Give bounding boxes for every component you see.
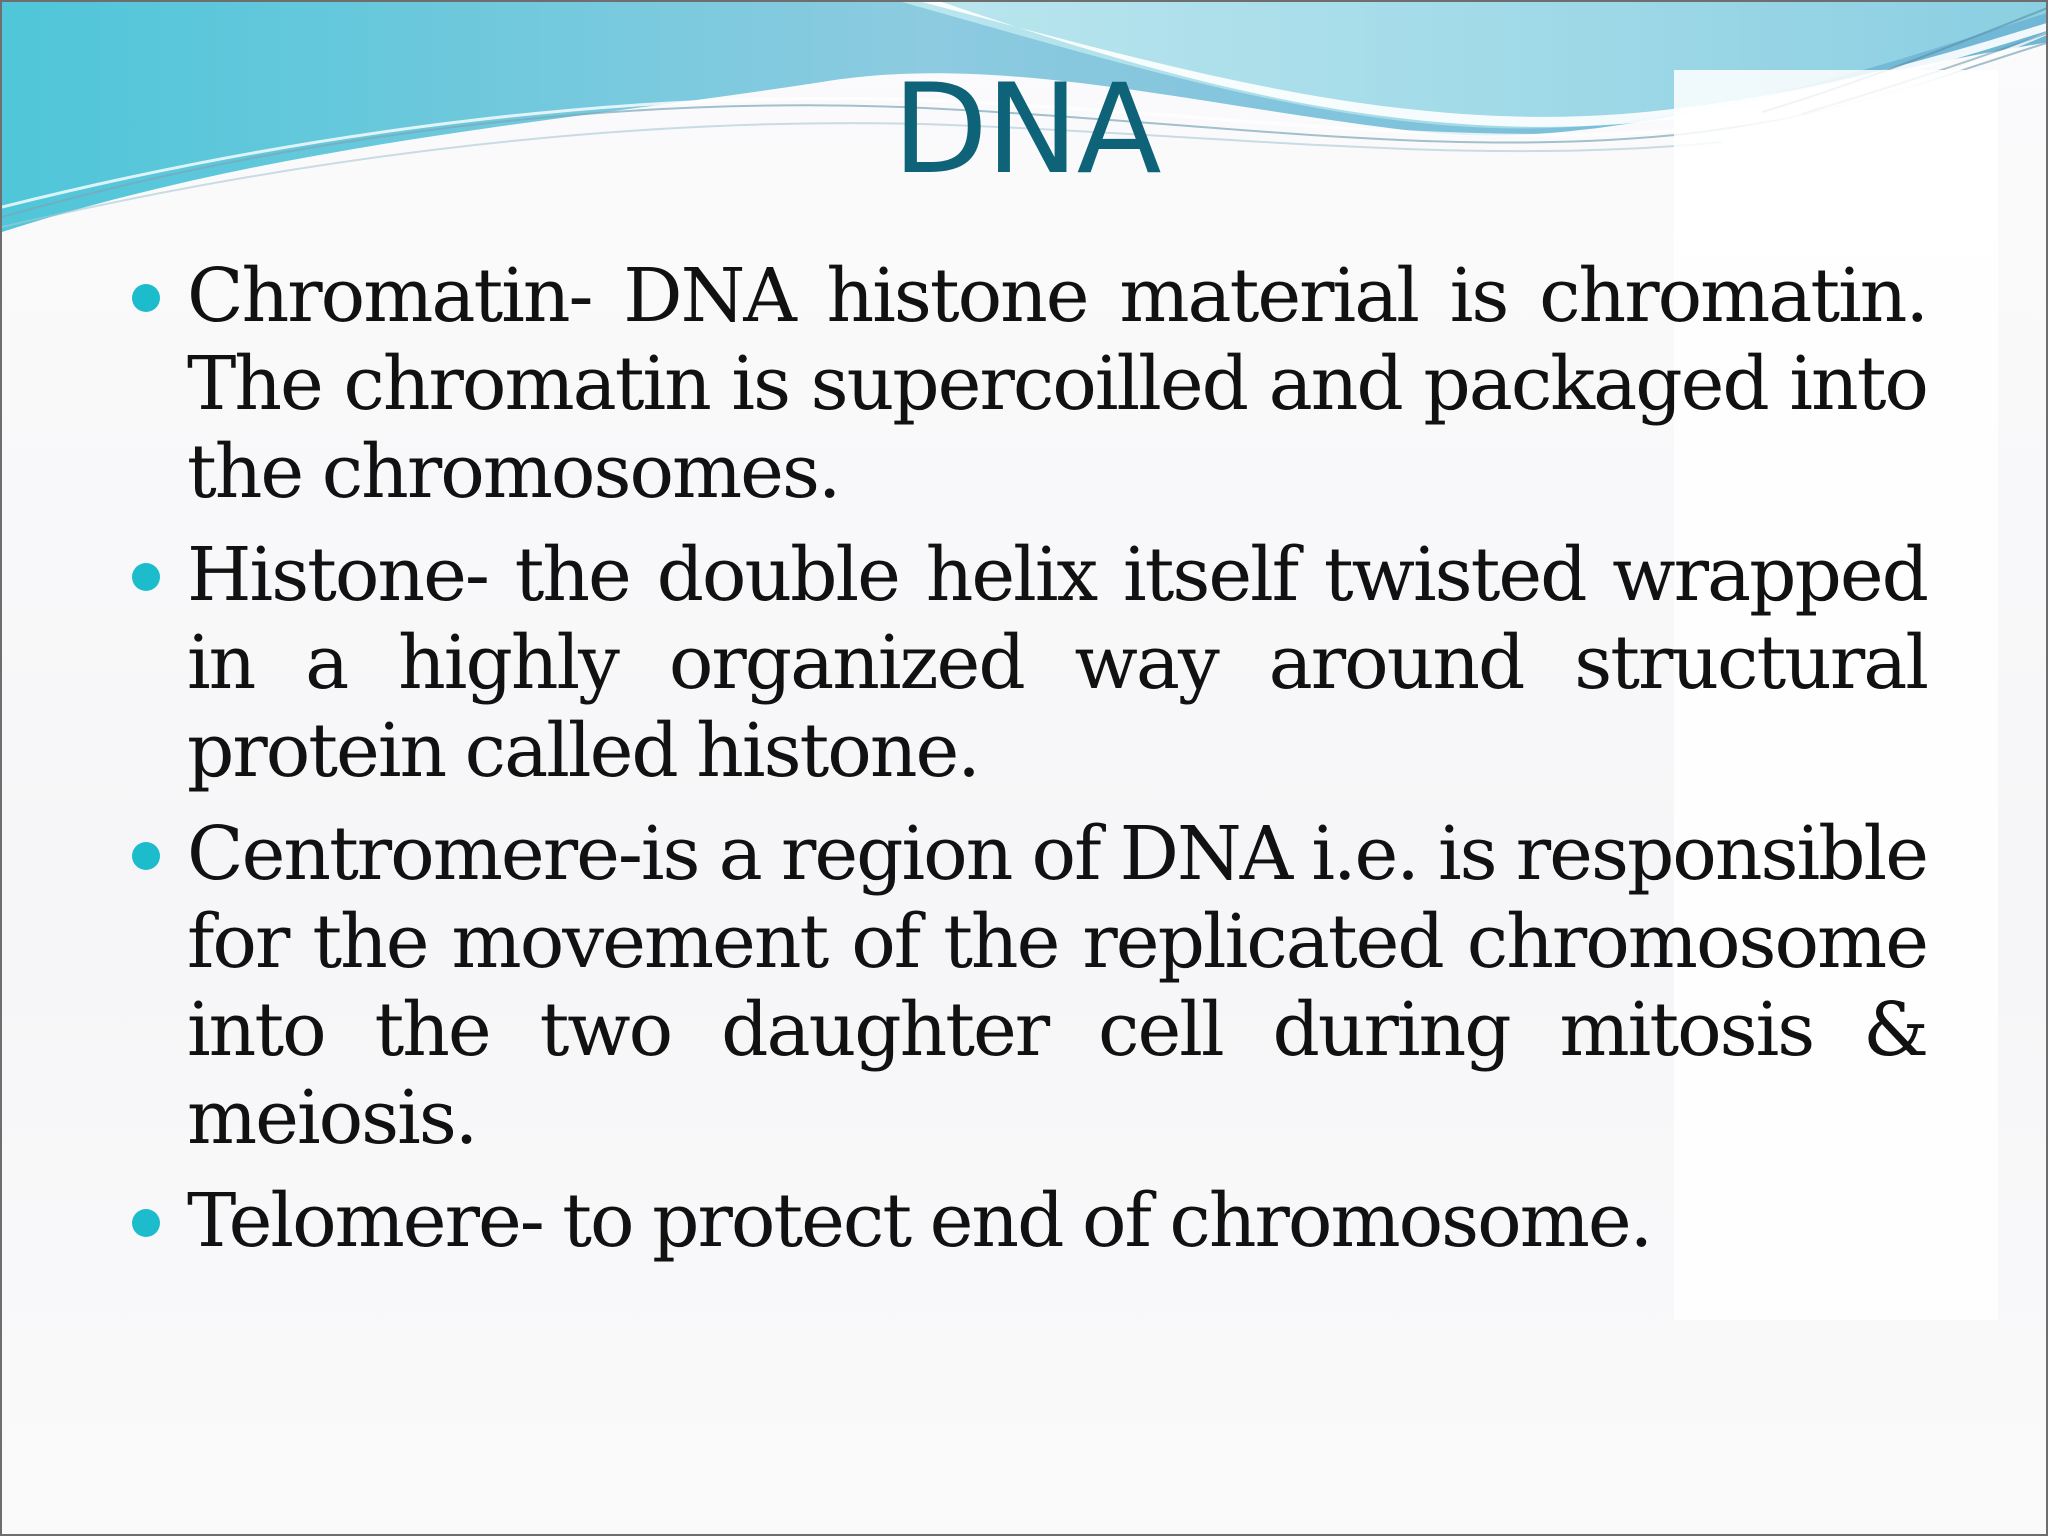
bullet-item xyxy=(132,810,1927,1162)
bullet-text: Telomere- to protect end of chromosome. xyxy=(187,1178,1652,1264)
bullet-item xyxy=(132,531,1927,795)
bullet-text: Histone- the double helix itself twisted wrapped in a highly organized way around structural protein called histone. xyxy=(187,532,1927,794)
bullet-dot-icon xyxy=(132,1209,160,1237)
bullet-text: Chromatin- DNA histone material is chromatin. The chromatin is supercoilled and packaged into the chromosomes. xyxy=(187,253,1927,515)
slide-title: DNA xyxy=(892,58,1160,202)
bullet-item xyxy=(132,252,1927,516)
bullet-dot-icon xyxy=(132,563,160,591)
slide-content xyxy=(132,252,1927,1280)
bullet-dot-icon xyxy=(132,284,160,312)
bullet-dot-icon xyxy=(132,842,160,870)
bullet-list xyxy=(132,252,1927,1265)
bullet-item xyxy=(132,1177,1927,1265)
bullet-text: Centromere-is a region of DNA i.e. is responsible for the movement of the replicated chromosome into the two daughter cell during mitosis & meiosis. xyxy=(187,811,1927,1161)
